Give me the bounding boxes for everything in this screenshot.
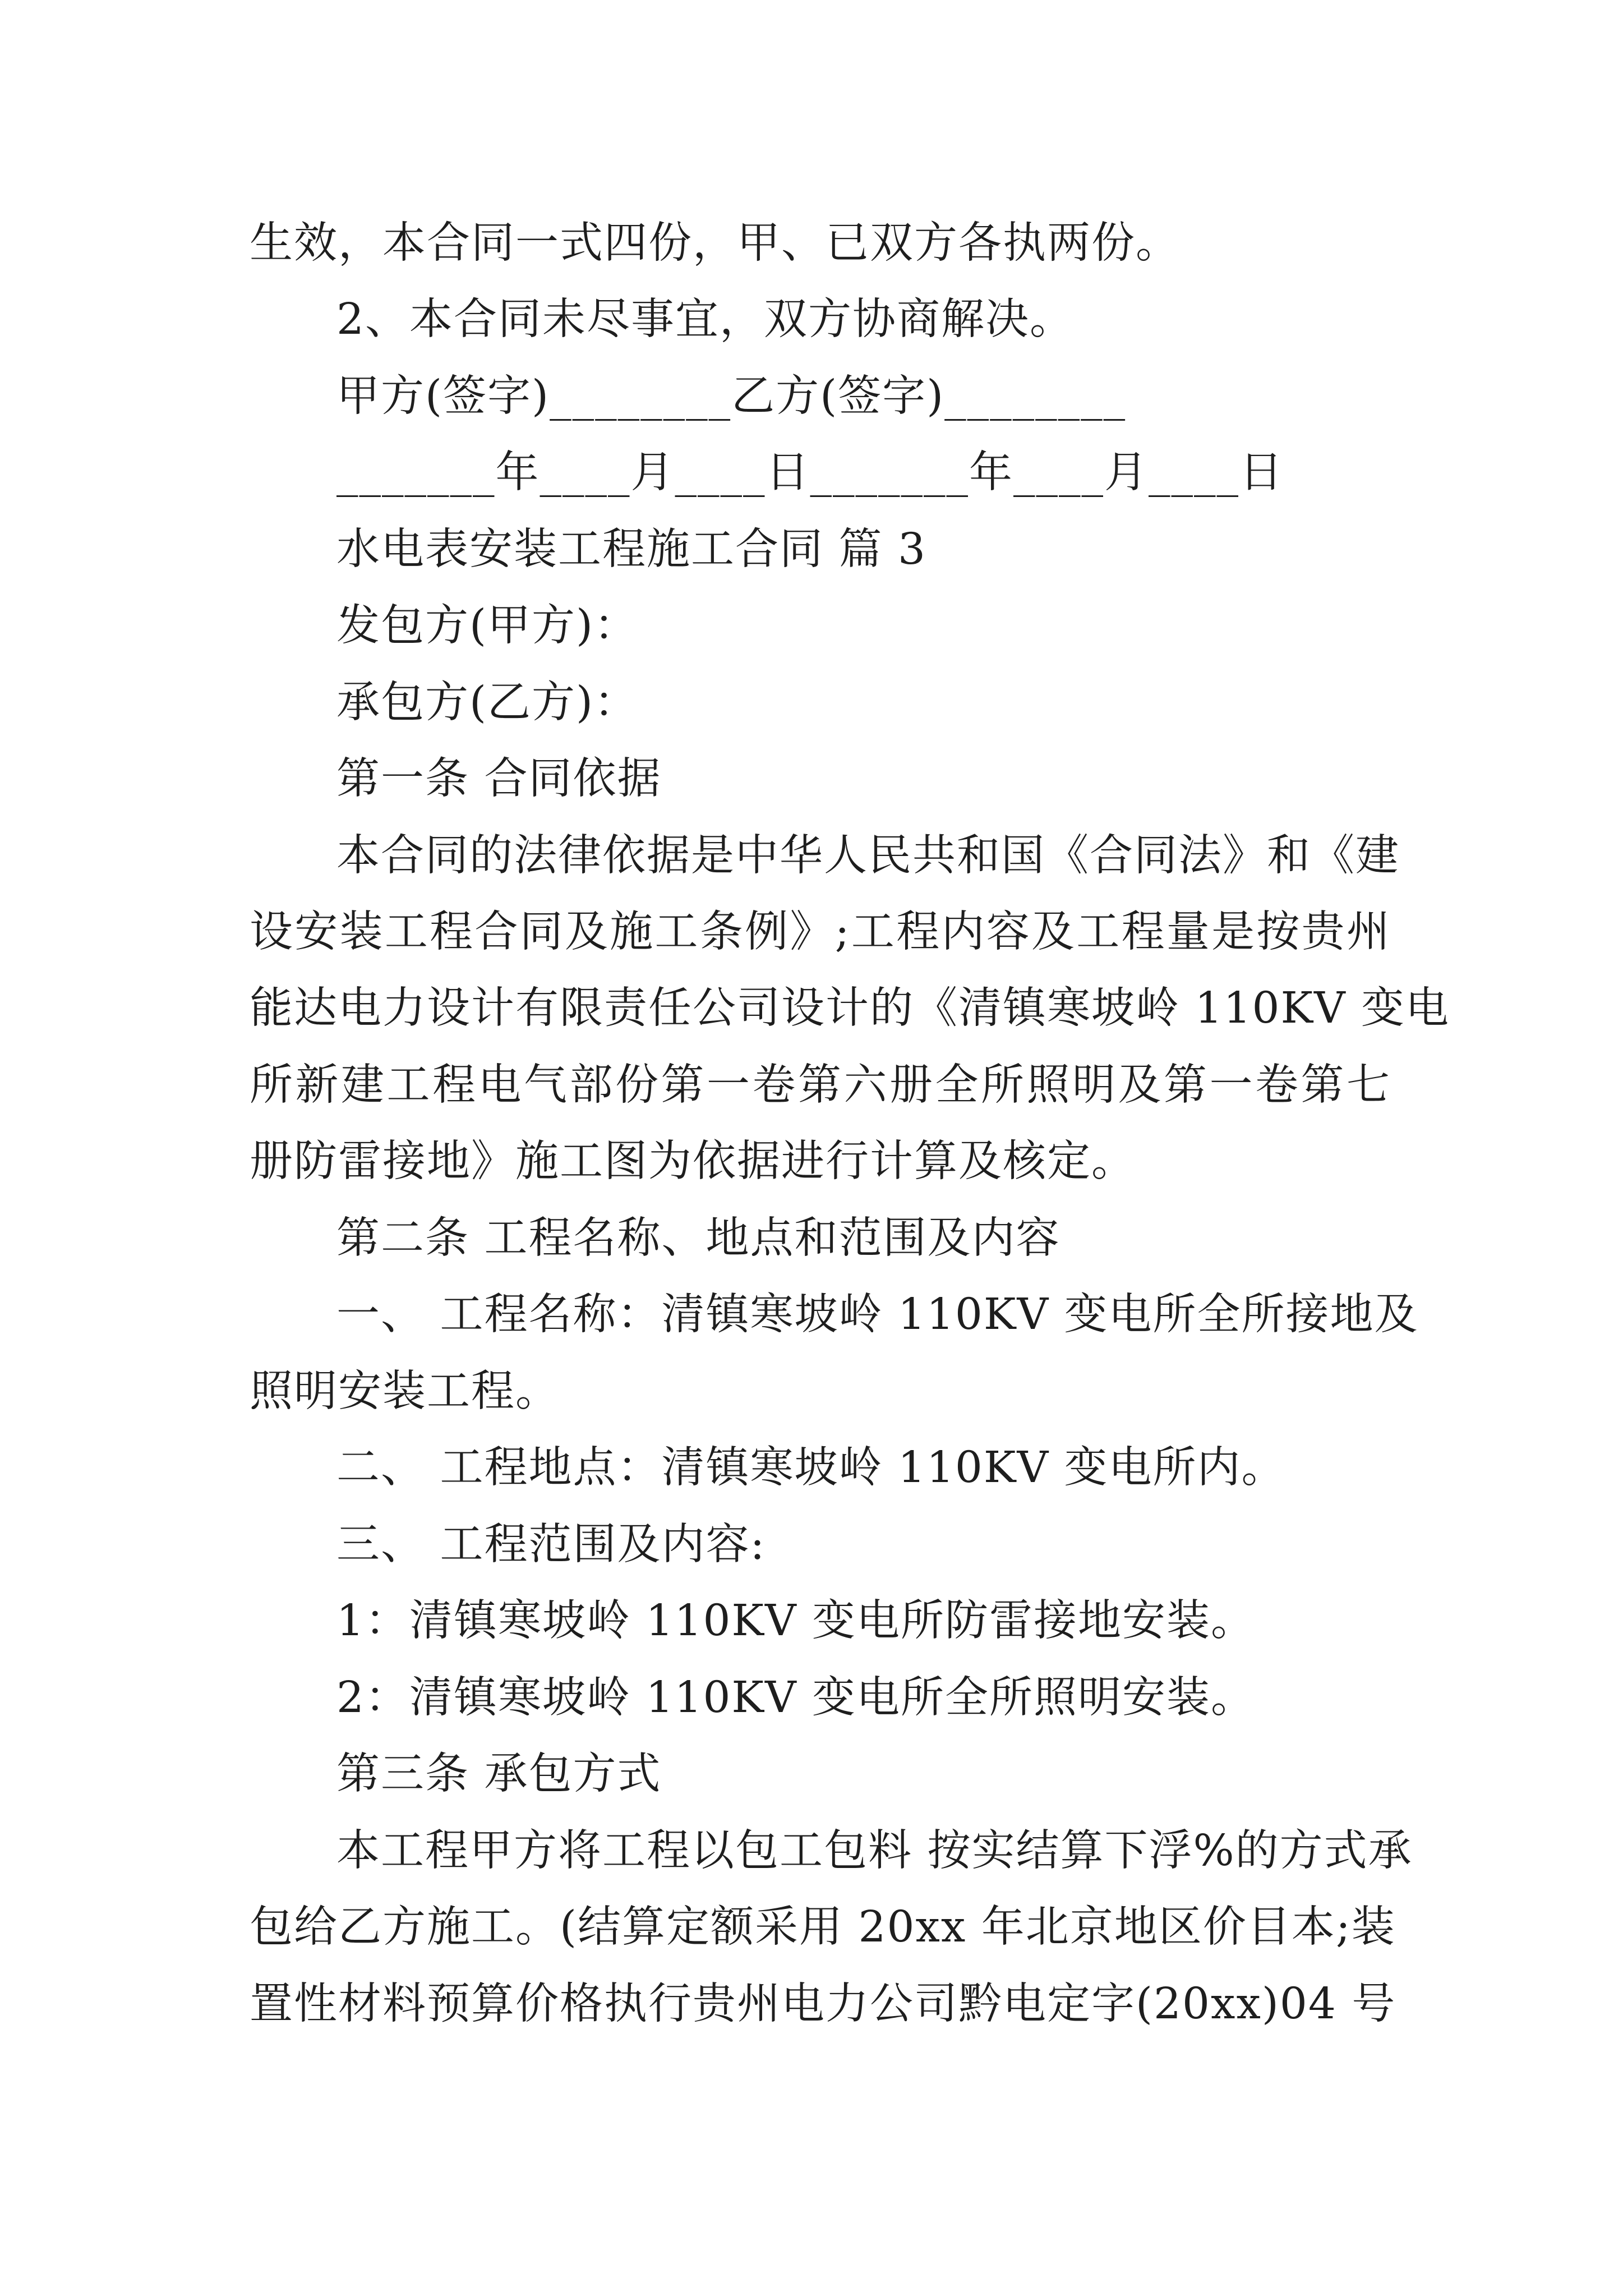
- paragraph-line: 设安装工程合同及施工条例》;工程内容及工程量是按贵州: [250, 907, 1391, 957]
- paragraph-line: 能达电力设计有限责任公司设计的《清镇寒坡岭 110KV 变电: [250, 983, 1450, 1033]
- paragraph-line: 一、 工程名称：清镇寒坡岭 110KV 变电所全所接地及: [336, 1290, 1419, 1340]
- signature-line: 甲方(签字)________乙方(签字)________: [336, 371, 1127, 421]
- paragraph-line: 二、 工程地点：清镇寒坡岭 110KV 变电所内。: [336, 1443, 1286, 1493]
- paragraph-line: 本合同的法律依据是中华人民共和国《合同法》和《建: [336, 831, 1400, 881]
- list-item: 2：清镇寒坡岭 110KV 变电所全所照明安装。: [336, 1673, 1256, 1723]
- date-line: _______年____月____日_______年____月____日: [336, 448, 1284, 498]
- list-item: 1：清镇寒坡岭 110KV 变电所防雷接地安装。: [336, 1596, 1256, 1646]
- article-heading: 第二条 工程名称、地点和范围及内容: [336, 1213, 1061, 1263]
- paragraph-line: 承包方(乙方)：: [336, 678, 639, 728]
- article-heading: 第三条 承包方式: [336, 1749, 662, 1799]
- section-title: 水电表安装工程施工合同 篇 3: [336, 524, 926, 574]
- paragraph-line: 包给乙方施工。(结算定额采用 20xx 年北京地区价目本;装: [250, 1902, 1396, 1952]
- paragraph-line: 所新建工程电气部份第一卷第六册全所照明及第一卷第七: [250, 1060, 1391, 1110]
- paragraph-line: 2、本合同未尽事宜，双方协商解决。: [336, 295, 1074, 344]
- paragraph-line: 发包方(甲方)：: [336, 601, 639, 651]
- paragraph-line: 置性材料预算价格执行贵州电力公司黔电定字(20xx)04 号: [250, 1979, 1396, 2029]
- paragraph-line: 册防雷接地》施工图为依据进行计算及核定。: [250, 1137, 1136, 1186]
- article-heading: 第一条 合同依据: [336, 754, 662, 804]
- paragraph-line: 本工程甲方将工程以包工包料 按实结算下浮%的方式承: [336, 1826, 1413, 1876]
- paragraph-line: 照明安装工程。: [250, 1366, 560, 1416]
- paragraph-line: 生效，本合同一式四份，甲、已双方各执两份。: [250, 218, 1180, 268]
- paragraph-line: 三、 工程范围及内容:: [336, 1520, 766, 1570]
